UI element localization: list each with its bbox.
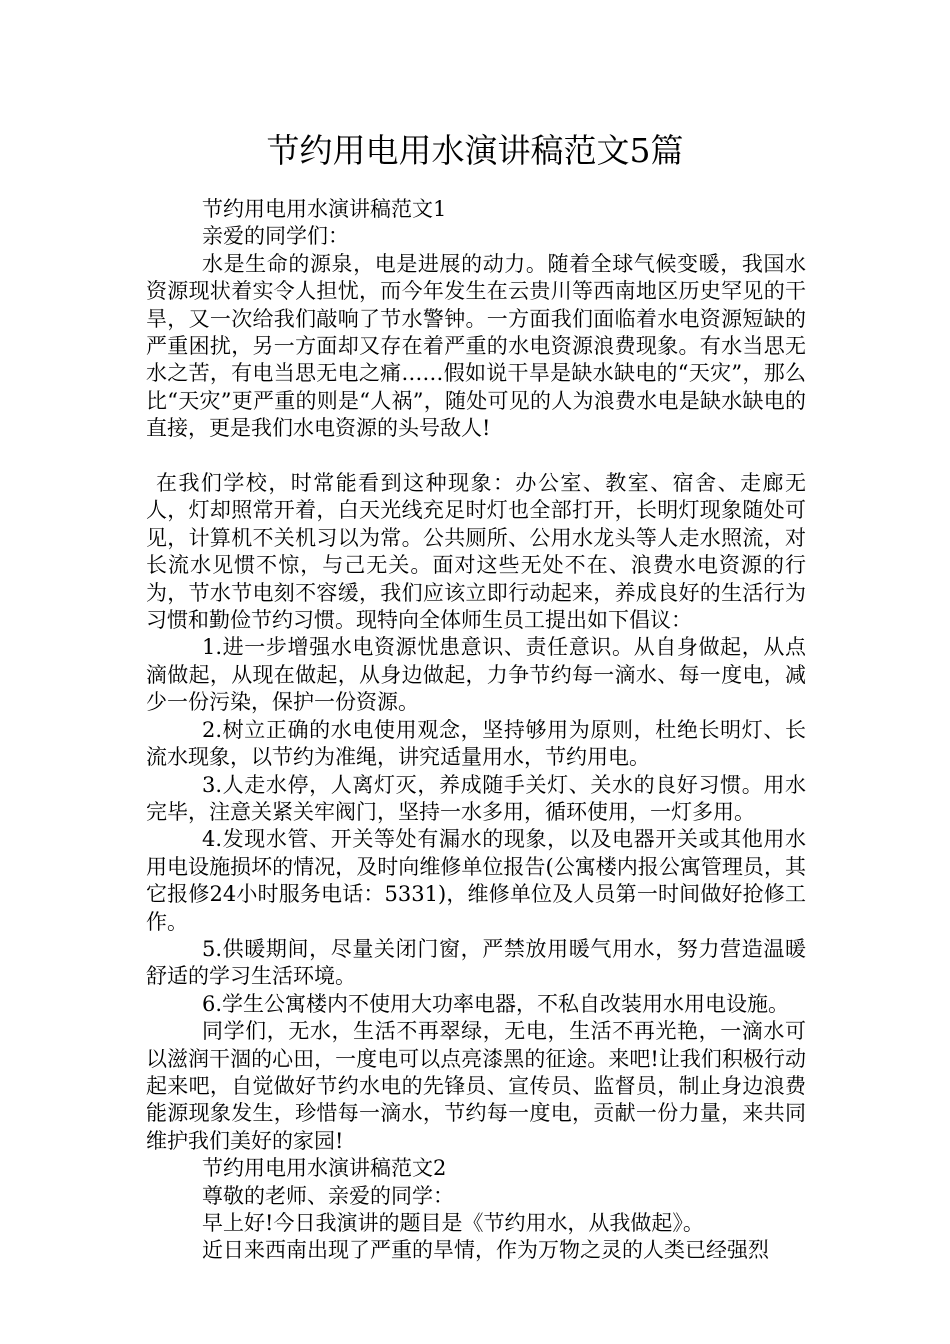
list-item: 6.学生公寓楼内不使用大功率电器，不私自改装用水用电设施。 [202,991,790,1016]
paragraph-gap [146,443,806,470]
paragraph: 水是生命的源泉，电是进展的动力。随着全球气候变暖，我国水资源现状着实令人担忧，而今年发生在云贵川等西南地区历史罕见的干旱，又一次给我们敲响了节水警钟。一方面我们面临着水电资源短缺的严重困扰，另一方面却又存在着严重的水电资源浪费现象。有水当思无水之苦，有电当思无电之痛……假如说干旱是缺水缺电的“天灾”，那么比“天灾”更严重的则是“人祸”，随处可见的人为浪费水电是缺水缺电的直接，更是我们水电资源的头号敌人! [146,251,806,441]
list-item: 1.进一步增强水电资源忧患意识、责任意识。从自身做起，从点滴做起，从现在做起，从身边做起，力争节约每一滴水、每一度电，减少一份污染，保护一份资源。 [146,635,806,715]
paragraph: 近日来西南出现了严重的旱情，作为万物之灵的人类已经强烈 [202,1238,769,1263]
section-heading-2: 节约用电用水演讲稿范文2 [202,1156,447,1181]
document-title: 节约用电用水演讲稿范文5篇 [266,131,684,170]
document-body [146,196,806,1265]
paragraph: 在我们学校，时常能看到这种现象：办公室、教室、宿舍、走廊无人，灯却照常开着，白天光线充足时灯也全部打开，长明灯现象随处可见，计算机不关机习以为常。公共厕所、公用水龙头等人走水照流，对长流水见惯不惊，与己无关。面对这些无处不在、浪费水电资源的行为，节水节电刻不容缓，我们应该立即行动起来，养成良好的生活行为习惯和勤俭节约习惯。现特向全体师生员工提出如下倡议： [146,471,806,633]
list-item: 4.发现水管、开关等处有漏水的现象，以及电器开关或其他用水用电设施损坏的情况，及时向维修单位报告(公寓楼内报公寓管理员，其它报修24小时服务电话：5331)，维修单位及人员第一时间做好抢修工作。 [146,827,806,934]
salutation: 尊敬的老师、亲爱的同学： [202,1183,454,1208]
paragraph: 同学们，无水，生活不再翠绿，无电，生活不再光艳，一滴水可以滋润干涸的心田，一度电可以点亮漆黑的征途。来吧!让我们积极行动起来吧，自觉做好节约水电的先锋员、宣传员、监督员，制止身边浪费能源现象发生，珍惜每一滴水，节约每一度电，贡献一份力量，来共同维护我们美好的家园! [146,1019,806,1153]
paragraph: 早上好!今日我演讲的题目是《节约用水，从我做起》。 [202,1211,704,1236]
list-item: 2.树立正确的水电使用观念，坚持够用为原则，杜绝长明灯、长流水现象，以节约为准绳，讲究适量用水，节约用电。 [146,717,806,770]
salutation: 亲爱的同学们： [202,224,349,249]
section-heading-1: 节约用电用水演讲稿范文1 [202,197,447,221]
list-item: 5.供暖期间，尽量关闭门窗，严禁放用暖气用水，努力营造温暖舒适的学习生活环境。 [146,936,806,989]
list-item: 3.人走水停，人离灯灭，养成随手关灯、关水的良好习惯。用水完毕，注意关紧关牢阀门，坚持一水多用，循环使用，一灯多用。 [146,772,806,824]
